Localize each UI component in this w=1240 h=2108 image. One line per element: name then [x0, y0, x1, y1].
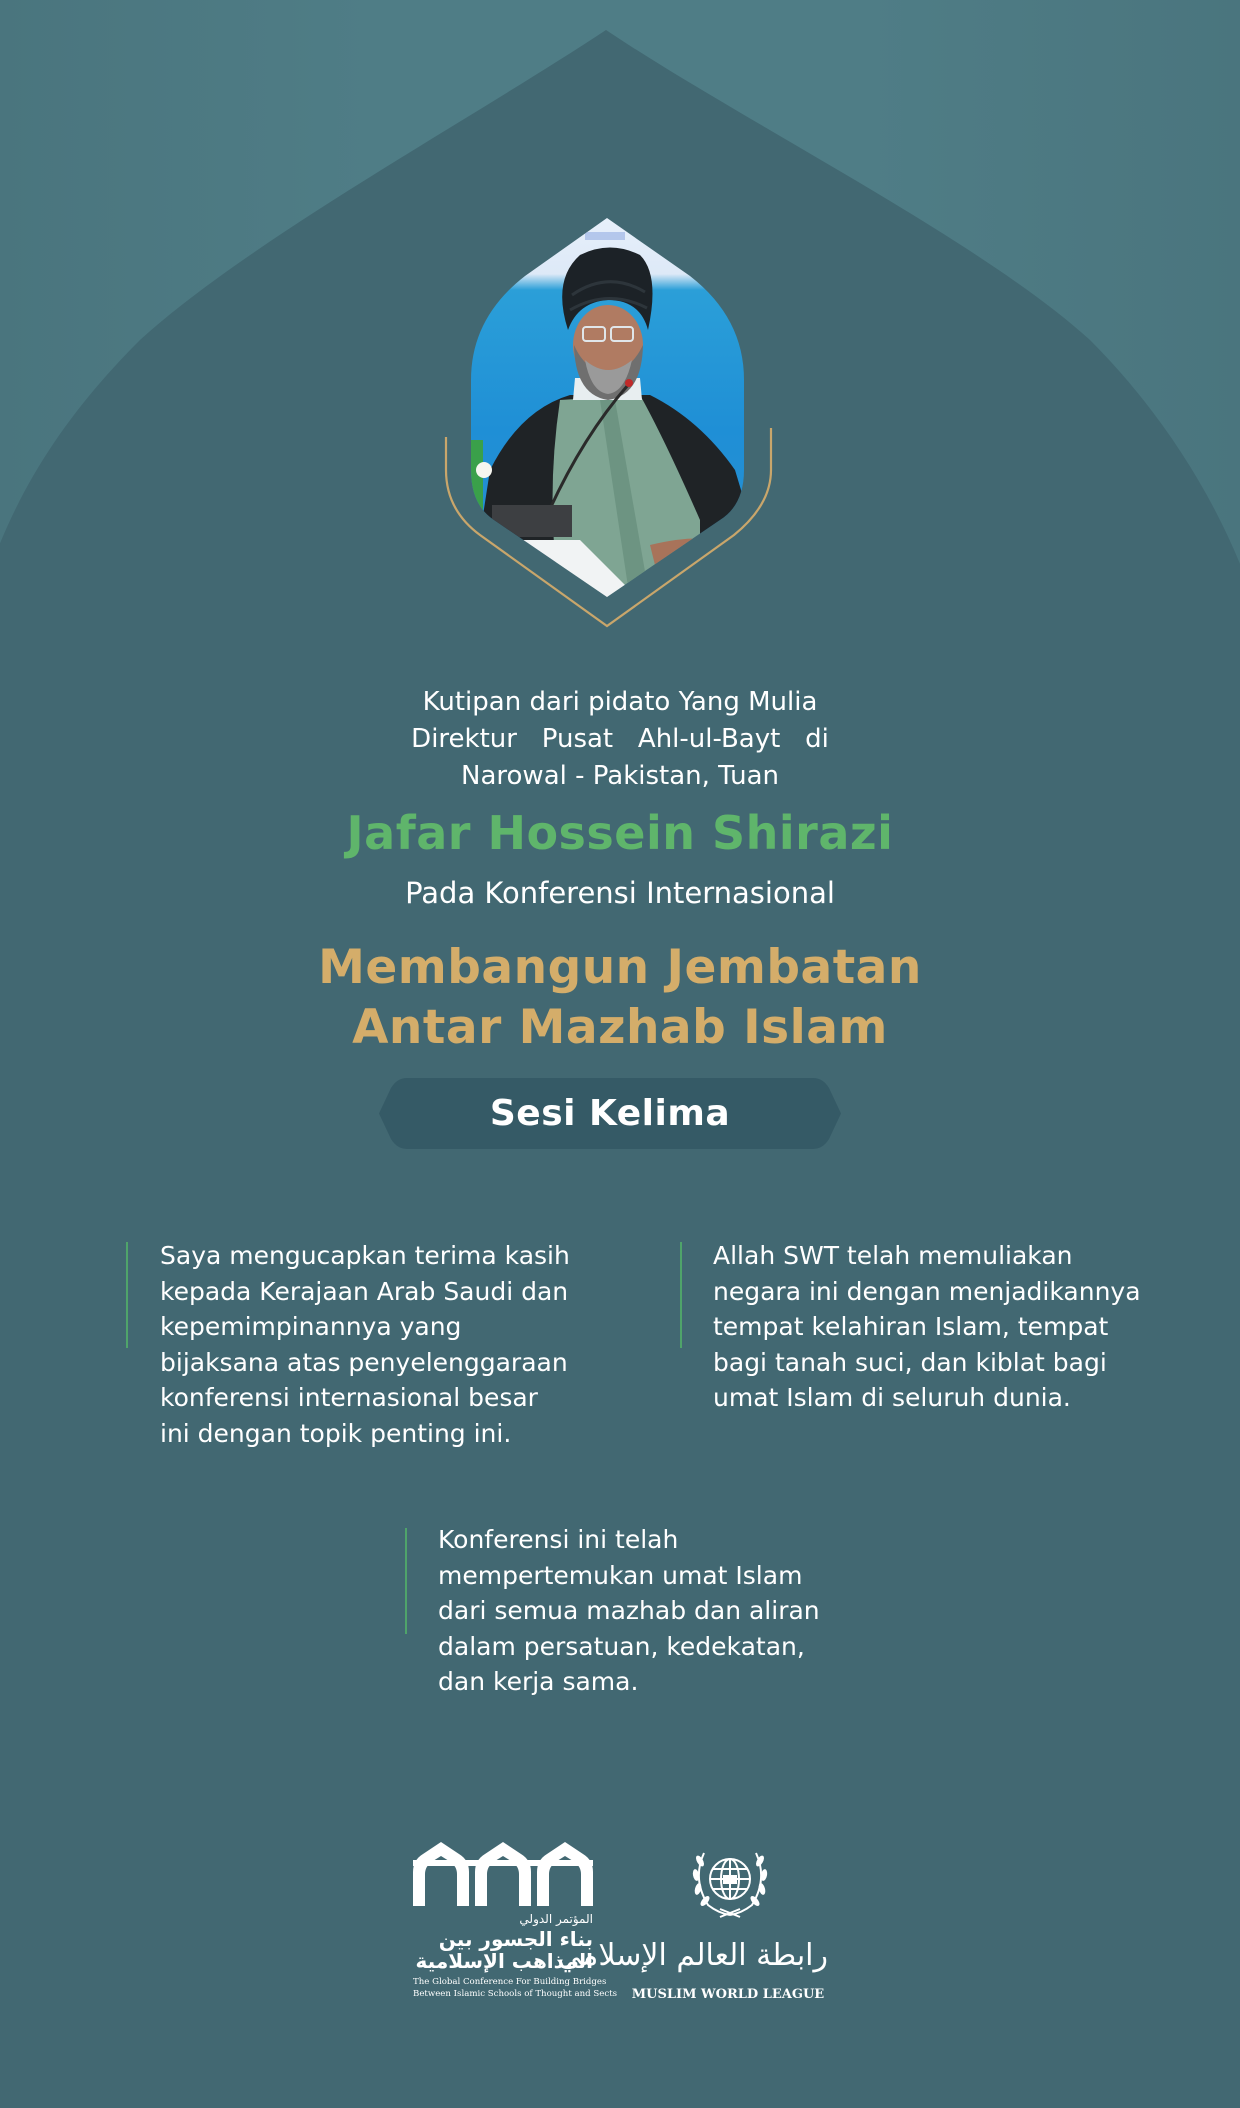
quote-line: Saya mengucapkan terima kasih — [160, 1241, 570, 1270]
conference-title-line: Membangun Jembatan — [318, 940, 922, 995]
intro-text — [0, 684, 1240, 795]
quote-bar — [126, 1242, 128, 1348]
quote-bar — [680, 1242, 682, 1348]
quote-line: Allah SWT telah memuliakan — [713, 1241, 1073, 1270]
intro-line: Direktur Pusat Ahl-ul-Bayt di — [411, 724, 829, 754]
quote-line: negara ini dengan menjadikannya — [713, 1276, 1141, 1306]
globe-wreath-icon — [690, 1843, 770, 1919]
session-badge — [377, 1076, 843, 1151]
quote-line: bijaksana atas penyelenggaraan — [160, 1347, 568, 1377]
conference-arabic-line: المؤتمر الدولي — [519, 1912, 593, 1926]
quote-line: bagi tanah suci, dan kiblat bagi — [713, 1347, 1107, 1377]
quote-line: umat Islam di seluruh dunia. — [713, 1383, 1071, 1412]
mwl-arabic-name: رابطة العالم الإسلامي — [557, 1938, 828, 1973]
conference-title — [0, 938, 1240, 1058]
mwl-english-name: MUSLIM WORLD LEAGUE — [631, 1987, 825, 2002]
quote-line: kepemimpinannya yang — [160, 1312, 462, 1341]
conference-arabic-line: بناء الجسور بين — [438, 1927, 593, 1951]
conference-english-line: The Global Conference For Building Bridges — [413, 1977, 607, 1987]
quote-line: dari semua mazhab dan aliran — [438, 1596, 820, 1625]
quote-bar — [405, 1528, 407, 1634]
conference-prefix: Pada Konferensi Internasional — [405, 876, 835, 910]
quote-line: dalam persatuan, kedekatan, — [438, 1631, 805, 1661]
intro-line: Narowal - Pakistan, Tuan — [461, 761, 779, 791]
conference-title-line: Antar Mazhab Islam — [352, 1000, 888, 1055]
session-label: Sesi Kelima — [489, 1093, 731, 1134]
conference-english-line: Between Islamic Schools of Thought and Sects — [413, 1989, 618, 1999]
quote-line: ini dengan topik penting ini. — [160, 1418, 512, 1448]
arches-icon — [413, 1842, 593, 1906]
quote-line: dan kerja sama. — [438, 1667, 639, 1696]
quote-line: konferensi internasional besar — [160, 1383, 538, 1412]
intro-line: Kutipan dari pidato Yang Mulia — [422, 687, 818, 717]
speaker-name: Jafar Hossein Shirazi — [346, 806, 894, 860]
quote-line: mempertemukan umat Islam — [438, 1560, 803, 1590]
quote-line: kepada Kerajaan Arab Saudi dan — [160, 1276, 569, 1306]
quote-line: tempat kelahiran Islam, tempat — [713, 1312, 1109, 1341]
quote-line: Konferensi ini telah — [438, 1525, 679, 1554]
conference-arabic-line: المذاهب الإسلامية — [415, 1949, 593, 1973]
mwl-logo — [557, 1843, 828, 2005]
